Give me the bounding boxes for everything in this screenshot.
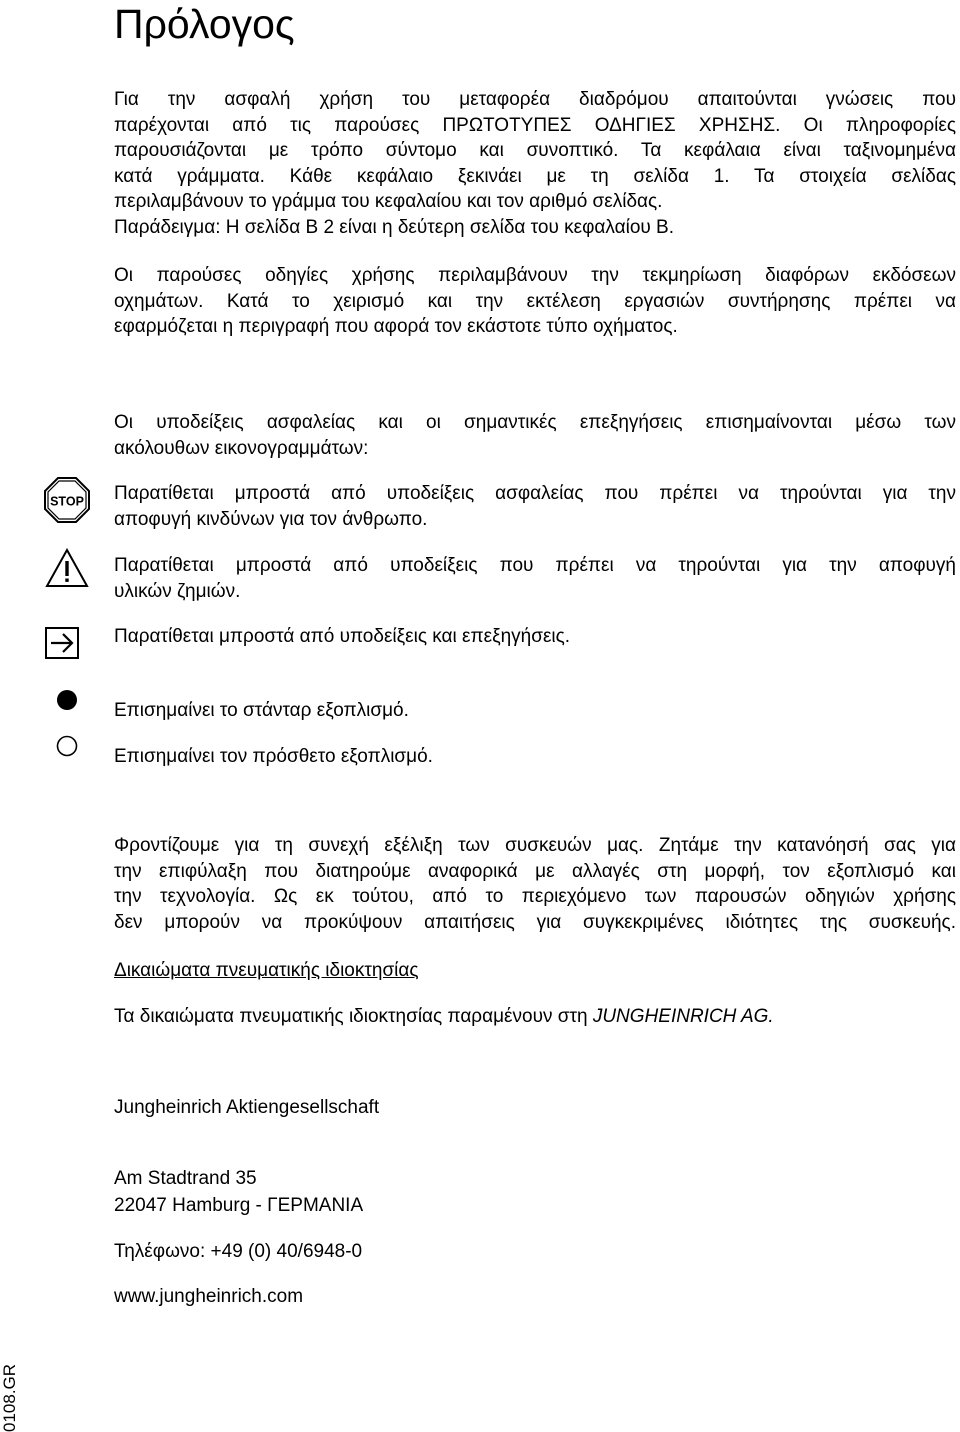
intro-paragraph — [114, 87, 956, 240]
address-street: Am Stadtrand 35 — [114, 1168, 257, 1189]
arrow-box-icon — [45, 627, 79, 659]
warning-triangle-icon — [45, 548, 89, 588]
copyright-text — [114, 1004, 956, 1030]
filled-circle-icon — [55, 688, 79, 712]
development-line: δεν μπορούν να προκύψουν απαιτήσεις για συγκεκριμένες ιδιότητες της συσκευής. — [114, 911, 956, 933]
address-city: 22047 Hamburg - ΓΕΡΜΑΝΙΑ — [114, 1195, 364, 1216]
intro-line: κατά γράμματα. Κάθε κεφάλαιο ξεκινάει με τη σελίδα 1. Τα στοιχεία σελίδας — [114, 165, 956, 187]
intro-line: περιλαμβάνουν το γράμμα του κεφαλαίου και τον αριθμό σελίδας. — [114, 191, 663, 212]
development-line: την τεχνολογία. Ως εκ τούτου, από το περιεχόμενο των παρουσών οδηγιών χρήσης — [114, 886, 956, 907]
stop-note-line: Παρατίθεται μπροστά από υποδείξεις ασφαλείας που πρέπει να τηρούνται για την — [114, 483, 956, 504]
symbols-intro-line: ακόλουθων εικονογραμμάτων: — [114, 437, 369, 459]
website-link[interactable]: www.jungheinrich.com — [114, 1286, 304, 1307]
document-code: 0108.GR — [0, 1363, 19, 1432]
page-title: Πρόλογος — [114, 1, 295, 47]
versions-line: οχημάτων. Κατά το χειρισμό και την εκτέλεση εργασιών συντήρησης πρέπει να — [114, 290, 956, 312]
development-line: την επιφύλαξη που διατηρούμε αναφορικά με αλλαγές στη μορφή, τον εξοπλισμό και — [114, 860, 956, 882]
warning-note-line: Παρατίθεται μπροστά από υποδείξεις που πρέπει να τηρούνται για την αποφυγή — [114, 555, 956, 576]
copyright-text-prefix: Τα δικαιώματα πνευματικής ιδιοκτησίας παραμένουν στη — [114, 1006, 593, 1027]
info-note-paragraph — [114, 624, 956, 650]
intro-line: Παράδειγμα: Η σελίδα B 2 είναι η δεύτερη σελίδα του κεφαλαίου B. — [114, 216, 675, 238]
optional-equipment-text: Επισημαίνει τον πρόσθετο εξοπλισμό. — [114, 746, 433, 767]
versions-line: εφαρμόζεται η περιγραφή που αφορά τον εκάστοτε τύπο οχήματος. — [114, 316, 678, 337]
stop-sign-icon — [44, 477, 90, 523]
development-line: Φροντίζουμε για τη συνεχή εξέλιξη των συσκευών μας. Ζητάμε την κατανόησή σας για — [114, 835, 956, 856]
company-name: Jungheinrich Aktiengesellschaft — [114, 1097, 380, 1118]
symbols-intro-paragraph — [114, 410, 956, 461]
empty-circle-icon — [55, 734, 79, 758]
development-paragraph — [114, 833, 956, 935]
intro-line: Για την ασφαλή χρήση του μεταφορέα διαδρόμου απαιτούνται γνώσεις που — [114, 89, 956, 110]
copyright-company: JUNGHEINRICH AG. — [592, 1006, 774, 1027]
versions-paragraph — [114, 263, 956, 340]
symbols-intro-line: Οι υποδείξεις ασφαλείας και οι σημαντικές επεξηγήσεις επισημαίνονται μέσω των — [114, 412, 956, 433]
copyright-heading: Δικαιώματα πνευματικής ιδιοκτησίας — [114, 960, 419, 981]
standard-equipment-text: Επισημαίνει το στάνταρ εξοπλισμό. — [114, 700, 409, 721]
versions-line: Οι παρούσες οδηγίες χρήσης περιλαμβάνουν την τεκμηρίωση διαφόρων εκδόσεων — [114, 265, 956, 286]
stop-sign-label: STOP — [50, 494, 84, 509]
phone-number: Τηλέφωνο: +49 (0) 40/6948-0 — [114, 1241, 363, 1262]
warning-note-line: υλικών ζημιών. — [114, 580, 241, 602]
stop-note-paragraph — [114, 481, 956, 532]
info-note-line: Παρατίθεται μπροστά από υποδείξεις και επεξηγήσεις. — [114, 626, 571, 647]
intro-line: παρέχονται από τις παρούσες ΠΡΩΤΟΤΥΠΕΣ ΟΔΗΓΙΕΣ ΧΡΗΣΗΣ. Οι πληροφορίες — [114, 114, 956, 136]
intro-line: παρουσιάζονται με τρόπο σύντομο και συνοπτικό. Τα κεφάλαια είναι ταξινομημένα — [114, 140, 956, 161]
stop-note-line: αποφυγή κινδύνων για τον άνθρωπο. — [114, 508, 428, 530]
warning-note-paragraph — [114, 553, 956, 604]
